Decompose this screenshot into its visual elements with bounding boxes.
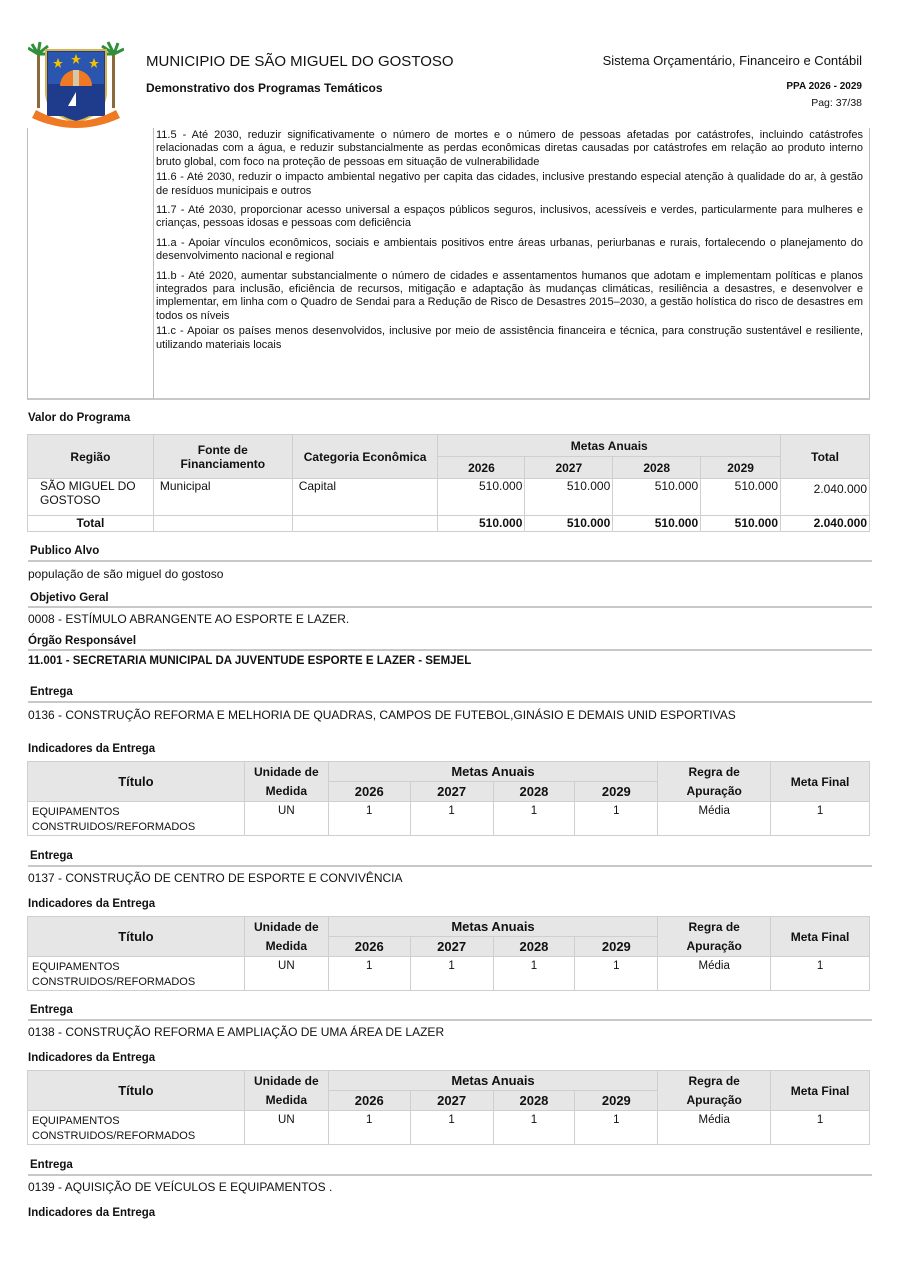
col-header-regiao: Região [28,435,154,479]
indicadores-table [27,761,870,836]
cell-value-2029: 510.000 [701,479,781,516]
goal-item: 11.a - Apoiar vínculos econômicos, sociais e ambientais positivos entre áreas urbanas, periurbanas e rurais, fortalecendo o planejamento do desenvolvimento nacional e regional [156,236,863,263]
col-header-meta-final: Meta Final [771,762,870,802]
cell-meta-final: 1 [771,1111,870,1145]
section-divider [28,865,872,867]
goal-item: 11.7 - Até 2030, proporcionar acesso universal a espaços públicos seguros, inclusivos, acessíveis e verdes, particularmente para mulheres e crianças, pessoas idosas e pessoas com deficiência [156,204,863,230]
col-header-year: 2026 [438,457,525,479]
col-header-categoria: Categoria Econômica [292,435,438,479]
col-header-unidade: Unidade de [244,1071,328,1091]
indicadores-title: Indicadores da Entrega [28,898,156,910]
cell-total: 2.040.000 [781,479,870,516]
col-header-year: 2029 [575,782,658,802]
col-header-year: 2026 [328,937,410,957]
table-row [28,802,870,836]
col-header-titulo: Título [28,917,245,957]
publico-alvo-text: população de são miguel do gostoso [28,567,224,581]
total-label: Total [28,516,154,532]
col-header-year: 2026 [328,1091,410,1111]
col-header-meta-final: Meta Final [771,1071,870,1111]
col-header-titulo: Título [28,1071,245,1111]
indicadores-title: Indicadores da Entrega [28,1207,156,1219]
col-header-metas-anuais: Metas Anuais [328,762,657,782]
cell-meta-final: 1 [771,957,870,991]
cell-value-2027: 510.000 [525,479,613,516]
col-header-regra: Regra de [658,1071,771,1091]
cell-2026: 1 [328,957,410,991]
report-title: Demonstrativo dos Programas Temáticos [146,81,383,95]
cell-regra: Média [658,957,771,991]
section-divider [28,649,872,651]
goal-item: 11.b - Até 2020, aumentar substancialmente o número de cidades e assentamentos humanos que adotam e implementam políticas e planos integrados para inclusão, eficiência de recursos, mitigação e adaptação às mudanças climáticas, resiliência a desastres, e desenvolver e implementar, em linha com o Quadro de Sendai para a Redução de Risco de Desastres 2015–2030, a gestão holística do risco de desastres em todos os níveis [156,269,863,322]
section-divider [28,701,872,703]
entrega-title: Entrega [30,1159,73,1171]
total-2027: 510.000 [525,516,613,532]
cell-unidade: UN [244,802,328,836]
cell-2027: 1 [410,802,493,836]
col-header-year: 2029 [701,457,781,479]
valor-programa-table [27,434,870,532]
cell-2026: 1 [328,1111,410,1145]
goal-item: 11.5 - Até 2030, reduzir significativamente o número de mortes e o número de pessoas afetadas por catástrofes, incluindo catástrofes relacionadas com a água, e reduzir substancialmente as perdas econômicas diretas causadas por catástrofes em relação ao produto interno bruto global, com foco na proteção de pessoas em situação de vulnerabilidade [156,129,863,168]
cell-2027: 1 [410,957,493,991]
table-row [28,1111,870,1145]
cell-unidade: UN [244,957,328,991]
entrega-title: Entrega [30,1004,73,1016]
table-row [28,957,870,991]
entrega-text: 0136 - CONSTRUÇÃO REFORMA E MELHORIA DE QUADRAS, CAMPOS DE FUTEBOL,GINÁSIO E DEMAIS UNID ESPORTIVAS [28,708,736,722]
report-header [0,0,900,125]
indicadores-table [27,916,870,991]
empty-cell [153,516,292,532]
col-header-year: 2029 [575,937,658,957]
col-header-year: 2028 [493,782,575,802]
table-total-row [28,516,870,532]
entrega-text: 0139 - AQUISIÇÃO DE VEÍCULOS E EQUIPAMENTOS . [28,1180,333,1194]
col-header-regra-2: Apuração [658,1091,771,1111]
objetivo-geral-title: Objetivo Geral [30,592,109,604]
cell-2028: 1 [493,802,575,836]
cell-2029: 1 [575,1111,658,1145]
cell-2029: 1 [575,957,658,991]
indicadores-title: Indicadores da Entrega [28,743,156,755]
goals-left-column [28,128,154,398]
goals-list [155,129,863,354]
entrega-title: Entrega [30,686,73,698]
cell-unidade: UN [244,1111,328,1145]
col-header-regra: Regra de [658,917,771,937]
col-header-regra-2: Apuração [658,782,771,802]
total-2029: 510.000 [701,516,781,532]
system-name: Sistema Orçamentário, Financeiro e Contábil [602,53,862,68]
cell-meta-final: 1 [771,802,870,836]
col-header-unidade-2: Medida [244,782,328,802]
empty-cell [292,516,438,532]
cell-categoria: Capital [292,479,438,516]
objetivo-geral-text: 0008 - ESTÍMULO ABRANGENTE AO ESPORTE E LAZER. [28,612,350,626]
col-header-meta-final: Meta Final [771,917,870,957]
cell-titulo: EQUIPAMENTOS CONSTRUIDOS/REFORMADOS [28,802,245,836]
col-header-year: 2029 [575,1091,658,1111]
cell-2028: 1 [493,1111,575,1145]
col-header-year: 2028 [493,1091,575,1111]
cell-value-2028: 510.000 [613,479,701,516]
cell-regiao: SÃO MIGUEL DO GOSTOSO [28,479,154,516]
cell-fonte: Municipal [153,479,292,516]
cell-titulo: EQUIPAMENTOS CONSTRUIDOS/REFORMADOS [28,1111,245,1145]
goal-item: 11.6 - Até 2030, reduzir o impacto ambiental negativo per capita das cidades, inclusive prestando especial atenção à qualidade do ar, à gestão de resíduos municipais e outros [156,171,863,197]
col-header-titulo: Título [28,762,245,802]
entrega-text: 0137 - CONSTRUÇÃO DE CENTRO DE ESPORTE E CONVIVÊNCIA [28,871,403,885]
col-header-unidade-2: Medida [244,1091,328,1111]
orgao-responsavel-title: Órgão Responsável [28,635,137,647]
col-header-year: 2028 [493,937,575,957]
municipal-coat-of-arms-logo [28,40,124,128]
total-2026: 510.000 [438,516,525,532]
cell-2028: 1 [493,957,575,991]
goal-item: 11.c - Apoiar os países menos desenvolvidos, inclusive por meio de assistência financeira e técnica, para construção sustentável e resiliente, utilizando materiais locais [156,325,863,351]
cell-2029: 1 [575,802,658,836]
col-header-regra: Regra de [658,762,771,782]
col-header-fonte: Fonte de Financiamento [153,435,292,479]
entrega-title: Entrega [30,850,73,862]
col-header-unidade-2: Medida [244,937,328,957]
section-divider [28,1174,872,1176]
page-number: Pag: 37/38 [811,97,862,109]
cell-regra: Média [658,1111,771,1145]
col-header-year: 2027 [525,457,613,479]
orgao-responsavel-text: 11.001 - SECRETARIA MUNICIPAL DA JUVENTUDE ESPORTE E LAZER - SEMJEL [28,655,472,667]
ppa-period: PPA 2026 - 2029 [786,81,862,92]
col-header-year: 2027 [410,782,493,802]
entrega-text: 0138 - CONSTRUÇÃO REFORMA E AMPLIAÇÃO DE UMA ÁREA DE LAZER [28,1025,445,1039]
col-header-regra-2: Apuração [658,937,771,957]
section-divider [28,606,872,608]
indicadores-table [27,1070,870,1145]
valor-programa-title: Valor do Programa [28,412,131,424]
indicadores-title: Indicadores da Entrega [28,1052,156,1064]
table-row [28,479,870,516]
ods-goals-box [27,128,870,400]
municipality-name: MUNICIPIO DE SÃO MIGUEL DO GOSTOSO [146,53,454,70]
cell-regra: Média [658,802,771,836]
publico-alvo-title: Publico Alvo [30,545,100,557]
col-header-year: 2027 [410,937,493,957]
cell-2027: 1 [410,1111,493,1145]
cell-titulo: EQUIPAMENTOS CONSTRUIDOS/REFORMADOS [28,957,245,991]
col-header-metas-anuais: Metas Anuais [328,1071,657,1091]
col-header-unidade: Unidade de [244,762,328,782]
cell-2026: 1 [328,802,410,836]
col-header-metas-anuais: Metas Anuais [438,435,781,457]
section-divider [28,560,872,562]
cell-value-2026: 510.000 [438,479,525,516]
col-header-year: 2026 [328,782,410,802]
col-header-unidade: Unidade de [244,917,328,937]
col-header-metas-anuais: Metas Anuais [328,917,657,937]
total-2028: 510.000 [613,516,701,532]
col-header-year: 2027 [410,1091,493,1111]
section-divider [28,1019,872,1021]
col-header-total: Total [781,435,870,479]
col-header-year: 2028 [613,457,701,479]
total-grand: 2.040.000 [781,516,870,532]
